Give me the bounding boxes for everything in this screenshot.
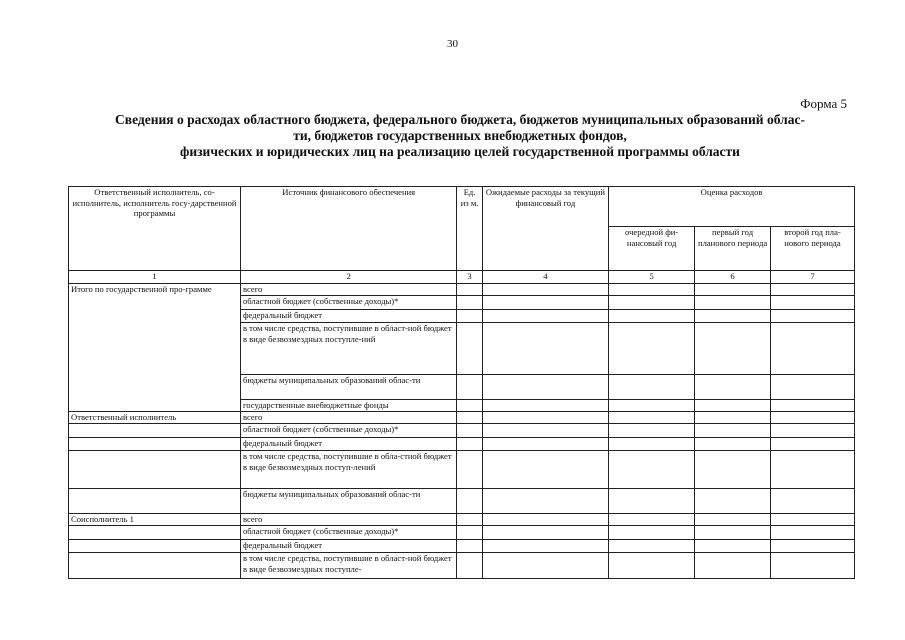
value-cell [771,323,855,375]
value-cell [695,540,771,553]
source-cell: всего [240,514,456,526]
title-line-1: Сведения о расходах областного бюджета, федерального бюджета, бюджетов муниципальных образований облас- [115,112,805,127]
table-row [69,451,855,489]
value-cell [457,284,482,296]
value-cell [609,412,695,424]
value-cell [609,526,695,540]
source-cell: всего [240,284,456,296]
value-cell [482,284,608,296]
value-cell [695,514,771,526]
source-cell: в том числе средства, поступившие в обла-стной бюджет в виде безвозмездных поступ-лений [240,451,456,489]
column-number: 5 [609,271,695,284]
value-cell [482,424,608,438]
column-number: 3 [457,271,482,284]
source-cell: областной бюджет (собственные доходы)* [240,526,456,540]
section-label: Соисполнитель 1 [69,514,241,526]
column-number: 4 [482,271,608,284]
value-cell [482,375,608,400]
value-cell [457,400,482,412]
value-cell [457,296,482,310]
source-cell: в том числе средства, поступившие в област-ной бюджет в виде безвозмездных поступле-ний [240,323,456,375]
header-first-plan-year: первый год планового периода [695,227,771,271]
value-cell [695,489,771,514]
column-number: 7 [771,271,855,284]
value-cell [482,553,608,579]
value-cell [457,438,482,451]
value-cell [695,310,771,323]
label-cell [69,438,241,451]
header-next-year: очередной фи-нансовый год [609,227,695,271]
expenses-table [68,186,855,579]
value-cell [609,489,695,514]
value-cell [457,412,482,424]
label-cell [69,553,241,579]
section-label: Итого по государственной про-грамме [69,284,241,412]
source-cell: федеральный бюджет [240,438,456,451]
value-cell [457,553,482,579]
value-cell [457,310,482,323]
value-cell [609,553,695,579]
value-cell [695,284,771,296]
value-cell [771,284,855,296]
value-cell [695,400,771,412]
value-cell [771,400,855,412]
page-number: 30 [447,38,458,50]
value-cell [771,514,855,526]
label-cell [69,526,241,540]
table-row [69,284,855,296]
value-cell [695,438,771,451]
header-estimate-group: Оценка расходов [609,187,855,227]
value-cell [482,526,608,540]
document-title [60,112,860,160]
value-cell [771,438,855,451]
value-cell [482,438,608,451]
table-row [69,553,855,579]
value-cell [609,514,695,526]
value-cell [771,296,855,310]
value-cell [482,451,608,489]
table-row [69,540,855,553]
value-cell [609,400,695,412]
value-cell [609,375,695,400]
source-cell: областной бюджет (собственные доходы)* [240,296,456,310]
column-number: 6 [695,271,771,284]
value-cell [771,424,855,438]
value-cell [609,438,695,451]
value-cell [482,514,608,526]
value-cell [482,323,608,375]
form-label: Форма 5 [800,96,847,111]
source-cell: областной бюджет (собственные доходы)* [240,424,456,438]
value-cell [609,310,695,323]
value-cell [609,296,695,310]
source-cell: бюджеты муниципальных образований облас-ти [240,489,456,514]
value-cell [457,323,482,375]
title-line-2: ти, бюджетов государственных внебюджетных фондов, [293,128,627,143]
value-cell [695,451,771,489]
value-cell [771,375,855,400]
source-cell: всего [240,412,456,424]
source-cell: федеральный бюджет [240,310,456,323]
value-cell [771,526,855,540]
value-cell [695,553,771,579]
value-cell [771,540,855,553]
value-cell [457,514,482,526]
section-label: Ответственный исполнитель [69,412,241,424]
value-cell [695,375,771,400]
value-cell [771,553,855,579]
value-cell [457,526,482,540]
source-cell: в том числе средства, поступившие в област-ной бюджет в виде безвозмездных поступле- [240,553,456,579]
value-cell [482,412,608,424]
value-cell [695,412,771,424]
value-cell [695,296,771,310]
table-row [69,438,855,451]
label-cell [69,451,241,489]
value-cell [457,489,482,514]
source-cell: государственные внебюджетные фонды [240,400,456,412]
value-cell [457,375,482,400]
value-cell [457,540,482,553]
header-responsible: Ответственный исполнитель, со-исполнитель, исполнитель госу-дарственной программы [69,187,241,271]
value-cell [695,424,771,438]
value-cell [771,489,855,514]
source-cell: бюджеты муниципальных образований облас-ти [240,375,456,400]
value-cell [482,400,608,412]
table-row [69,489,855,514]
label-cell [69,489,241,514]
label-cell [69,540,241,553]
header-expected: Ожидаемые расходы за текущий финансовый год [482,187,608,271]
table-row [69,424,855,438]
value-cell [609,451,695,489]
header-source: Источник финансового обеспечения [240,187,456,271]
title-line-3: физических и юридических лиц на реализацию целей государственной программы области [180,144,740,159]
value-cell [695,323,771,375]
column-number: 1 [69,271,241,284]
value-cell [609,323,695,375]
header-second-plan-year: второй год пла-нового периода [771,227,855,271]
value-cell [482,540,608,553]
value-cell [482,310,608,323]
table-row [69,526,855,540]
value-cell [609,540,695,553]
value-cell [771,310,855,323]
value-cell [457,451,482,489]
source-cell: федеральный бюджет [240,540,456,553]
value-cell [609,284,695,296]
table-row [69,412,855,424]
value-cell [457,424,482,438]
header-unit: Ед. из м. [457,187,482,271]
column-number: 2 [240,271,456,284]
value-cell [609,424,695,438]
label-cell [69,424,241,438]
value-cell [771,451,855,489]
value-cell [482,296,608,310]
value-cell [482,489,608,514]
value-cell [771,412,855,424]
value-cell [695,526,771,540]
table-row [69,514,855,526]
